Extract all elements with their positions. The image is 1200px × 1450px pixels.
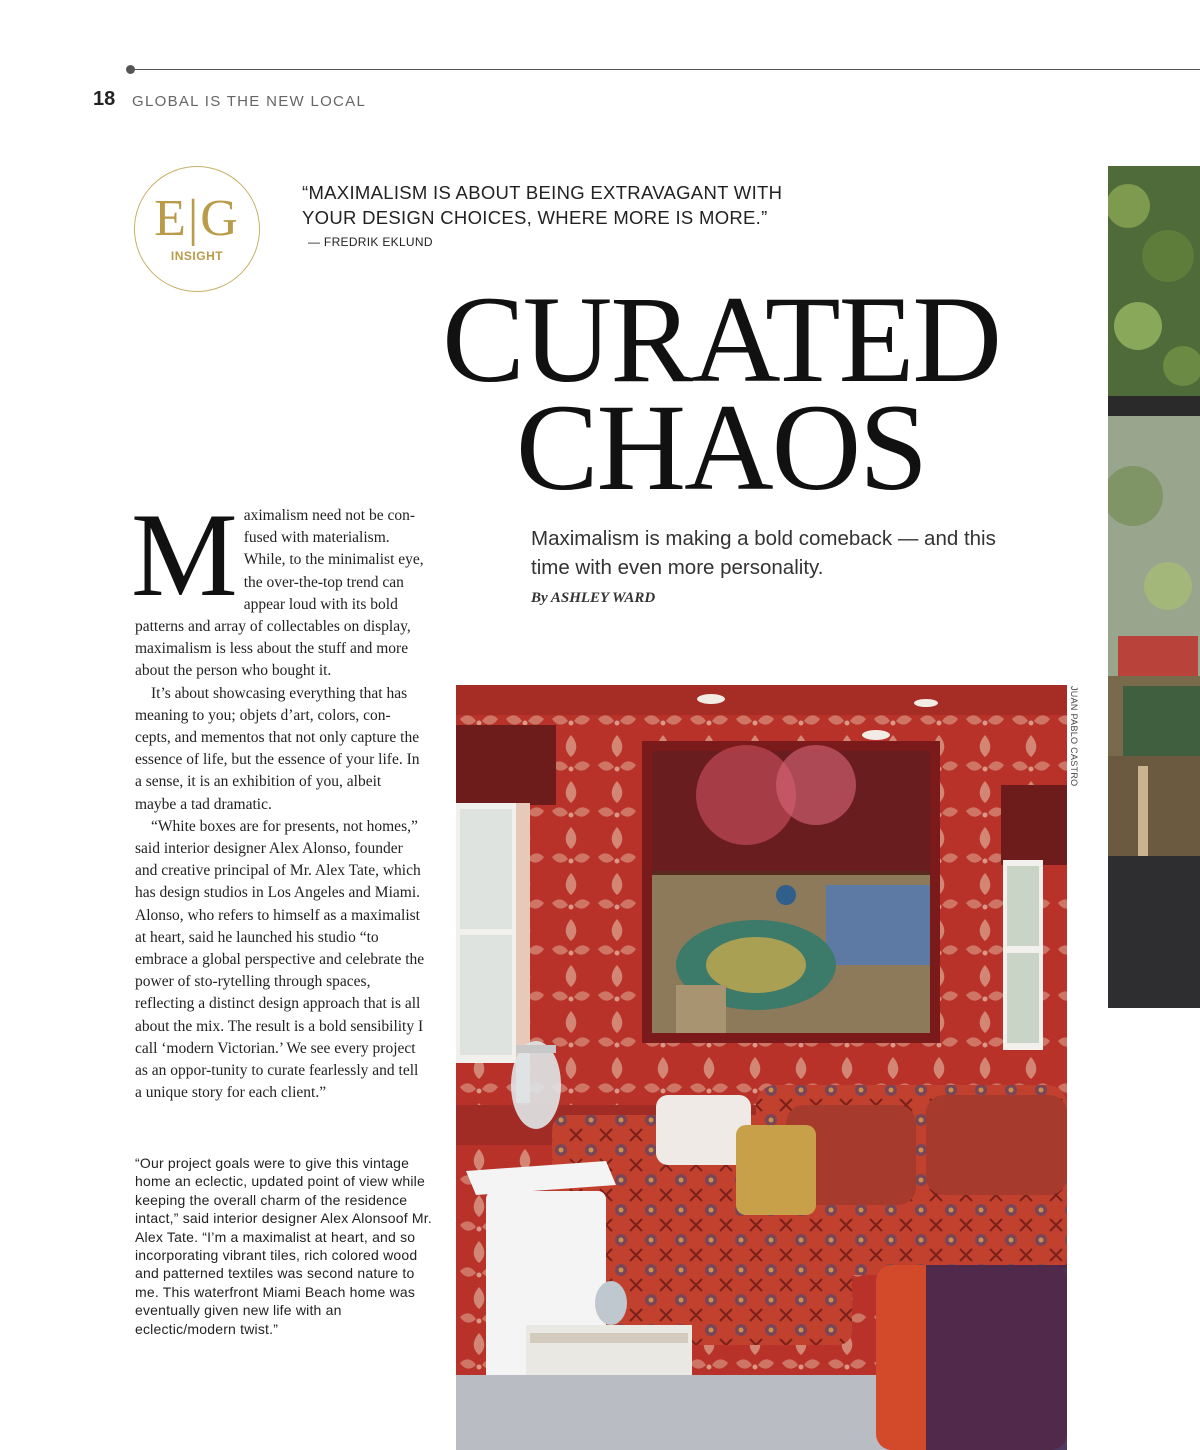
page-number: 18 [93,88,116,110]
feature-photo [456,685,1067,1450]
drop-cap: M [131,488,238,621]
photo-credit-text: JUAN PABLO CASTRO [1069,686,1079,787]
badge-label: INSIGHT [170,249,224,263]
article-headline [396,271,1046,516]
badge-logo-letters: E|G [154,190,240,247]
article-dek: Maximalism is making a bold comeback — and this time with even more personality. [531,527,996,579]
photo-credit [1067,686,1081,787]
body-paragraph-3: “White boxes are for presents, not homes,” said interior designer Alex Alonso, founder and creative principal of Mr. Alex Tate, which has design studios in Los Angeles and Miami. Alonso, who refers to himself as a maximalist at heart, said he launched his studio “to embrace a global perspective and celebrate the power of sto-rytelling through spaces, reflecting a distinct design approach that is all about the mix. The result is a bold sensibility I call ‘modern Victorian.’ We see every project as an oppor-tunity to curate fearlessly and tell a unique story for each client.” [135,817,425,1102]
headline-line-2: CHAOS [515,379,927,516]
eg-insight-badge [134,166,260,292]
header-rule [131,69,1200,70]
article-body [131,488,425,1104]
quote-attribution: — FREDRIK EKLUND [308,235,433,249]
side-photo [1108,166,1200,1008]
body-paragraph-2: It’s about showcasing everything that has meaning to you; objets d’art, colors, con-cepts, and mementos that not only capture the essence of life, but the essence of your life. In a sense, it is an exhibition of you, albeit maybe a tad dramatic. [135,684,420,813]
article-byline: By ASHLEY WARD [531,590,656,606]
pull-quote: “Our project goals were to give this vintage home an eclectic, updated point of view while keeping the overall charm of the residence intact,” said interior designer Alex Alonsoof Mr. Alex Tate. “I’m a maximalist at heart, and so incorporating vibrant tiles, rich colored wood and patterned textiles was second nature to me. This waterfront Miami Beach home was eventually given new life with an eclectic/modern twist.” [135,1155,432,1337]
headline-line-1: CURATED [442,271,1000,408]
header-quote: “MAXIMALISM IS ABOUT BEING EXTRAVAGANT WITH YOUR DESIGN CHOICES, WHERE MORE IS MORE.” [302,182,783,228]
section-title: GLOBAL IS THE NEW LOCAL [132,93,367,110]
body-paragraph-1: aximalism need not be con-fused with materialism. While, to the minimalist eye, the over-the-top trend can appear loud with its bold patterns and array of collectables on display, maximalism is less about the stuff and more about the person who bought it. [135,507,424,680]
